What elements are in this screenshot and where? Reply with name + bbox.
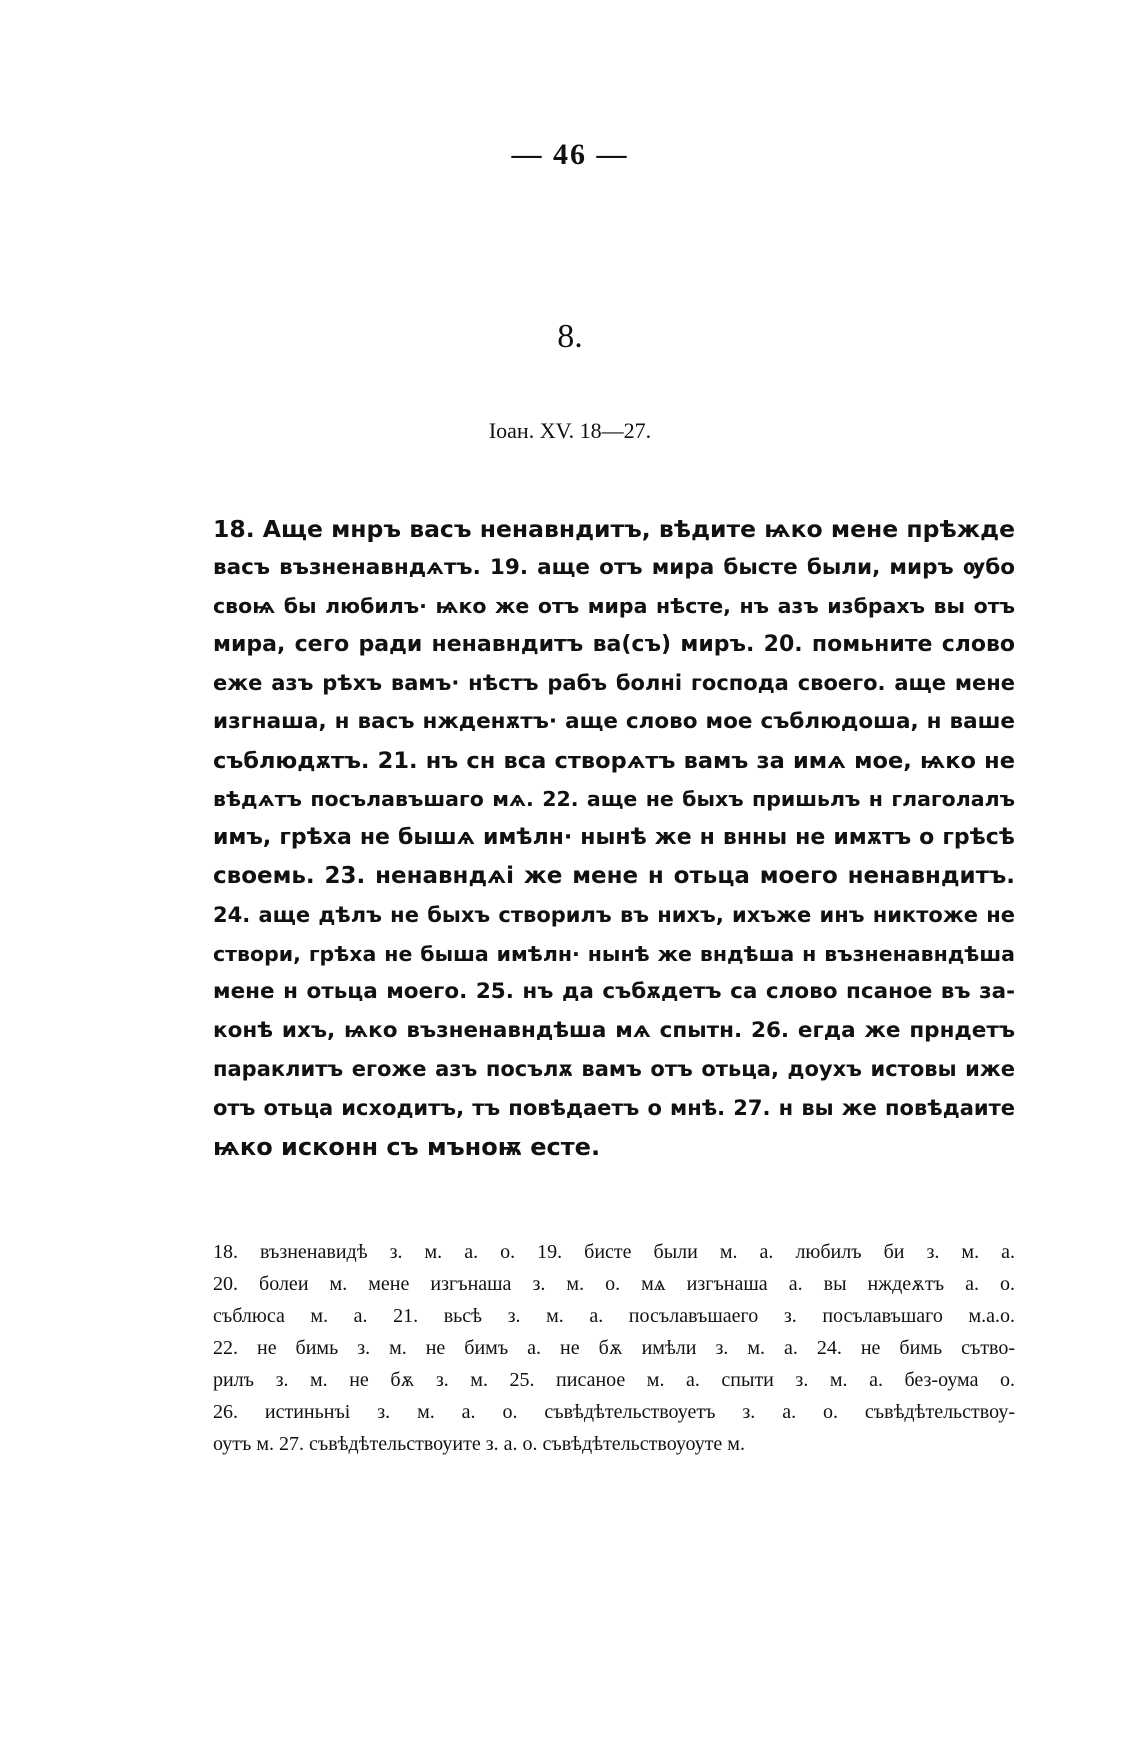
section-number: 8. bbox=[557, 318, 583, 355]
scripture-reference: Іоан. XV. 18—27. bbox=[488, 418, 652, 443]
apparatus-line: оутъ м. 27. съвѣдѣтельствоуите з. а. о. съвѣдѣтельствоуоуте м. bbox=[213, 1433, 745, 1455]
apparatus-line: 18. възненавидѣ з. м. а. о. 19. бисте были м. а. любилъ би з. м. а. bbox=[213, 1241, 1015, 1263]
main-text-line: съблюдѫтъ. 21. нъ сн вса створѧтъ вамъ за имѧ мое, ѩко не bbox=[213, 747, 1015, 774]
main-text-line: мира, сего ради ненавндитъ ва(съ) миръ. 20. помьните слово bbox=[213, 631, 1015, 657]
page-number: — 46 — bbox=[511, 138, 629, 171]
main-text-line: мене н отьца моего. 25. нъ да събѫдетъ са слово псаное въ за- bbox=[213, 979, 1015, 1005]
main-text-line: своѩ бы любилъ· ѩко же отъ мира нѣсте, нъ азъ избрахъ вы отъ bbox=[213, 594, 1015, 619]
main-text-block bbox=[213, 510, 1015, 1166]
main-text-line: конѣ ихъ, ѩко възненавндѣша мѧ спытн. 26. егда же прндетъ bbox=[213, 1017, 1015, 1043]
main-text-line: изгнаша, н васъ нжденѫтъ· аще слово мое съблюдоша, н ваше bbox=[213, 708, 1015, 734]
main-text-line: ѩко исконн съ мъноѭ есте. bbox=[213, 1132, 601, 1161]
apparatus-line: съблюса м. а. 21. вьсѣ з. м. а. посълавъшаего з. посълавъшаго м.а.о. bbox=[213, 1305, 1015, 1327]
apparatus-line: рилъ з. м. не бѫ з. м. 25. писаное м. а. спыти з. м. а. без-оума о. bbox=[213, 1369, 1015, 1391]
main-text-line: 18. Аще мнръ васъ ненавндитъ, вѣдите ѩко мене прѣжде bbox=[213, 515, 1015, 543]
main-text-line: своемь. 23. ненавндѧі же мене н отьца моего ненавндитъ. bbox=[213, 863, 1015, 890]
main-text-line: параклитъ егоже азъ посълѫ вамъ отъ отьца, доухъ истовы иже bbox=[213, 1057, 1015, 1082]
apparatus-line: 22. не бимь з. м. не бимъ а. не бѫ имѣли з. м. а. 24. не бимь сътво- bbox=[213, 1337, 1015, 1359]
main-text-line: вѣдѧтъ посълавъшаго мѧ. 22. аще не быхъ пришьлъ н глаголалъ bbox=[213, 787, 1015, 812]
main-text-line: васъ възненавндѧтъ. 19. аще отъ мира бысте были, миръ ѹбо bbox=[213, 554, 1015, 580]
main-text-line: еже азъ рѣхъ вамъ· нѣстъ рабъ болні господа своего. аще мене bbox=[213, 671, 1015, 696]
main-text-line: отъ отьца исходитъ, тъ повѣдаетъ о мнѣ. 27. н вы же повѣдаите bbox=[213, 1095, 1015, 1120]
main-text-line: 24. аще дѣлъ не быхъ створилъ въ нихъ, ихъже инъ никтоже не bbox=[213, 902, 1015, 927]
main-text-line: створи, грѣха не быша имѣлн· нынѣ же вндѣша н възненавндѣша bbox=[213, 941, 1015, 966]
apparatus-line: 26. истиньнъі з. м. а. о. съвѣдѣтельствоуетъ з. а. о. съвѣдѣтельствоу- bbox=[213, 1401, 1015, 1423]
variant-apparatus bbox=[213, 1236, 1015, 1460]
apparatus-line: 20. болеи м. мене изгънаша з. м. о. мѧ изгънаша а. вы нждеѫтъ а. о. bbox=[213, 1273, 1015, 1295]
main-text-line: имъ, грѣха не бышѧ имѣлн· нынѣ же н внны не имѫтъ о грѣсѣ bbox=[213, 824, 1015, 850]
